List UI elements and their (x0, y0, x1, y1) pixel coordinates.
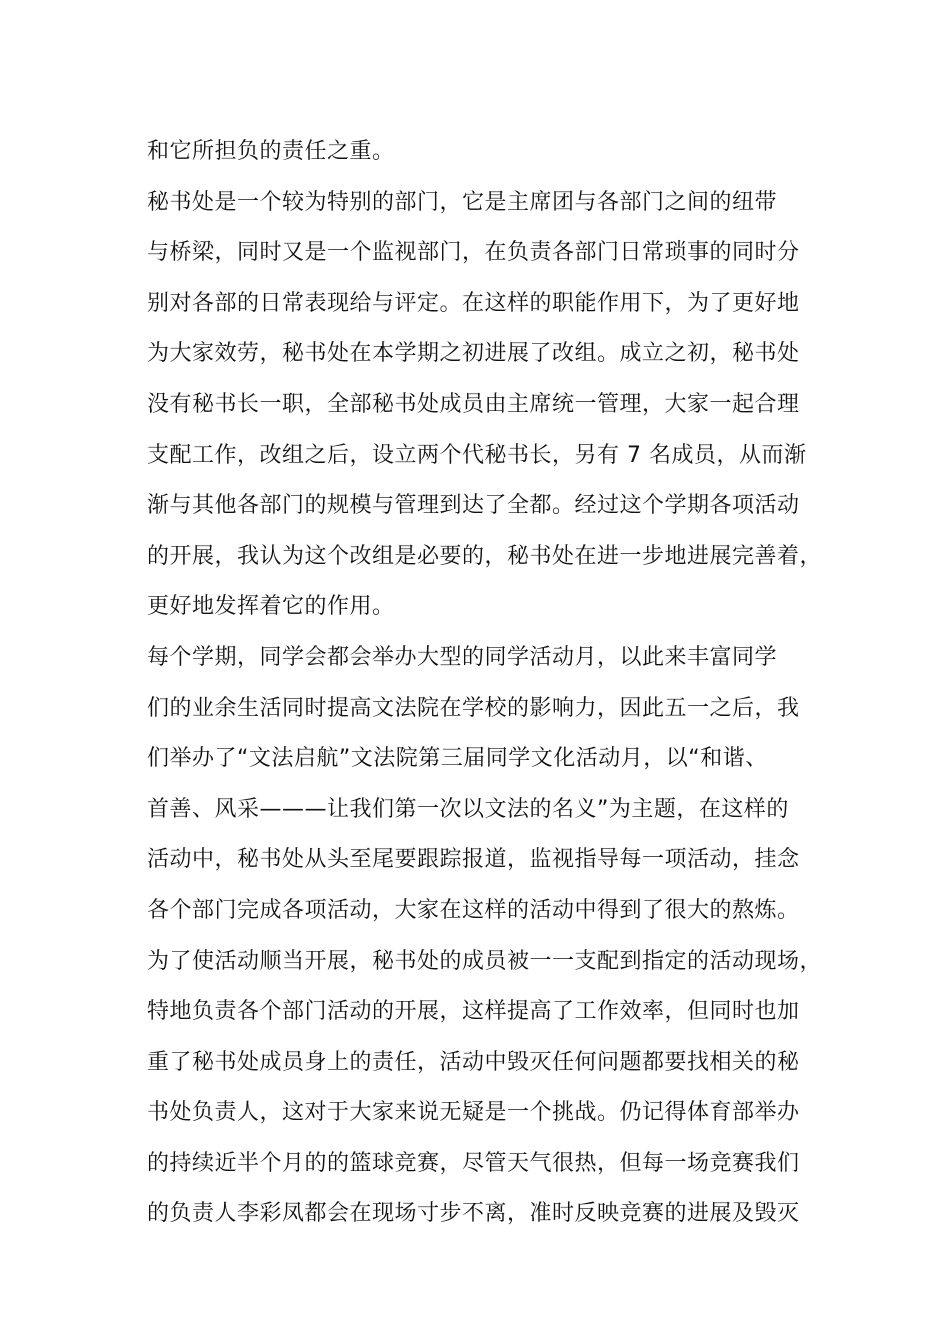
text-line: 重了秘书处成员身上的责任，活动中毁灭任何问题都要找相关的秘 (147, 1049, 800, 1075)
text-line: 为了使活动顺当开展，秘书处的成员被一一支配到指定的活动现场， (147, 948, 823, 974)
text-line: 为大家效劳，秘书处在本学期之初进展了改组。成立之初，秘书处 (147, 341, 800, 367)
text-line: 渐与其他各部门的规模与管理到达了全都。经过这个学期各项活动 (147, 493, 800, 519)
text-line: 书处负责人，这对于大家来说无疑是一个挑战。仍记得体育部举办 (147, 1100, 800, 1126)
text-line: 活动中，秘书处从头至尾要跟踪报道，监视指导每一项活动，挂念 (147, 847, 800, 873)
text-line: 们的业余生活同时提高文法院在学校的影响力，因此五一之后，我 (147, 695, 800, 721)
text-line: 的开展，我认为这个改组是必要的，秘书处在进一步地进展完善着， (147, 543, 823, 569)
text-line: 各个部门完成各项活动，大家在这样的活动中得到了很大的熬炼。 (147, 897, 800, 923)
text-line: 每个学期，同学会都会举办大型的同学活动月，以此来丰富同学 (147, 644, 778, 670)
text-line: 更好地发挥着它的作用。 (147, 594, 395, 620)
text-line: 特地负责各个部门活动的开展，这样提高了工作效率，但同时也加 (147, 999, 800, 1025)
text-line: 没有秘书长一职，全部秘书处成员由主席统一管理，大家一起合理 (147, 391, 800, 417)
text-line: 与桥梁，同时又是一个监视部门，在负责各部门日常琐事的同时分 (147, 240, 800, 266)
text-line: 的持续近半个月的的篮球竞赛，尽管天气很热，但每一场竞赛我们 (147, 1150, 800, 1176)
text-line: 的负责人李彩凤都会在现场寸步不离，准时反映竞赛的进展及毁灭 (147, 1201, 800, 1227)
text-line: 支配工作，改组之后，设立两个代秘书长，另有 7 名成员，从而渐 (147, 442, 807, 468)
text-line: 们举办了“文法启航”文法院第三届同学文化活动月，以“和谐、 (147, 746, 768, 772)
text-line: 首善、风采———让我们第一次以文法的名义”为主题，在这样的 (147, 796, 789, 822)
text-line: 和它所担负的责任之重。 (147, 139, 395, 164)
text-line: 别对各部的日常表现给与评定。在这样的职能作用下，为了更好地 (147, 290, 800, 316)
text-line: 秘书处是一个较为特别的部门，它是主席团与各部门之间的纽带 (147, 189, 778, 215)
body-text (147, 127, 827, 1240)
